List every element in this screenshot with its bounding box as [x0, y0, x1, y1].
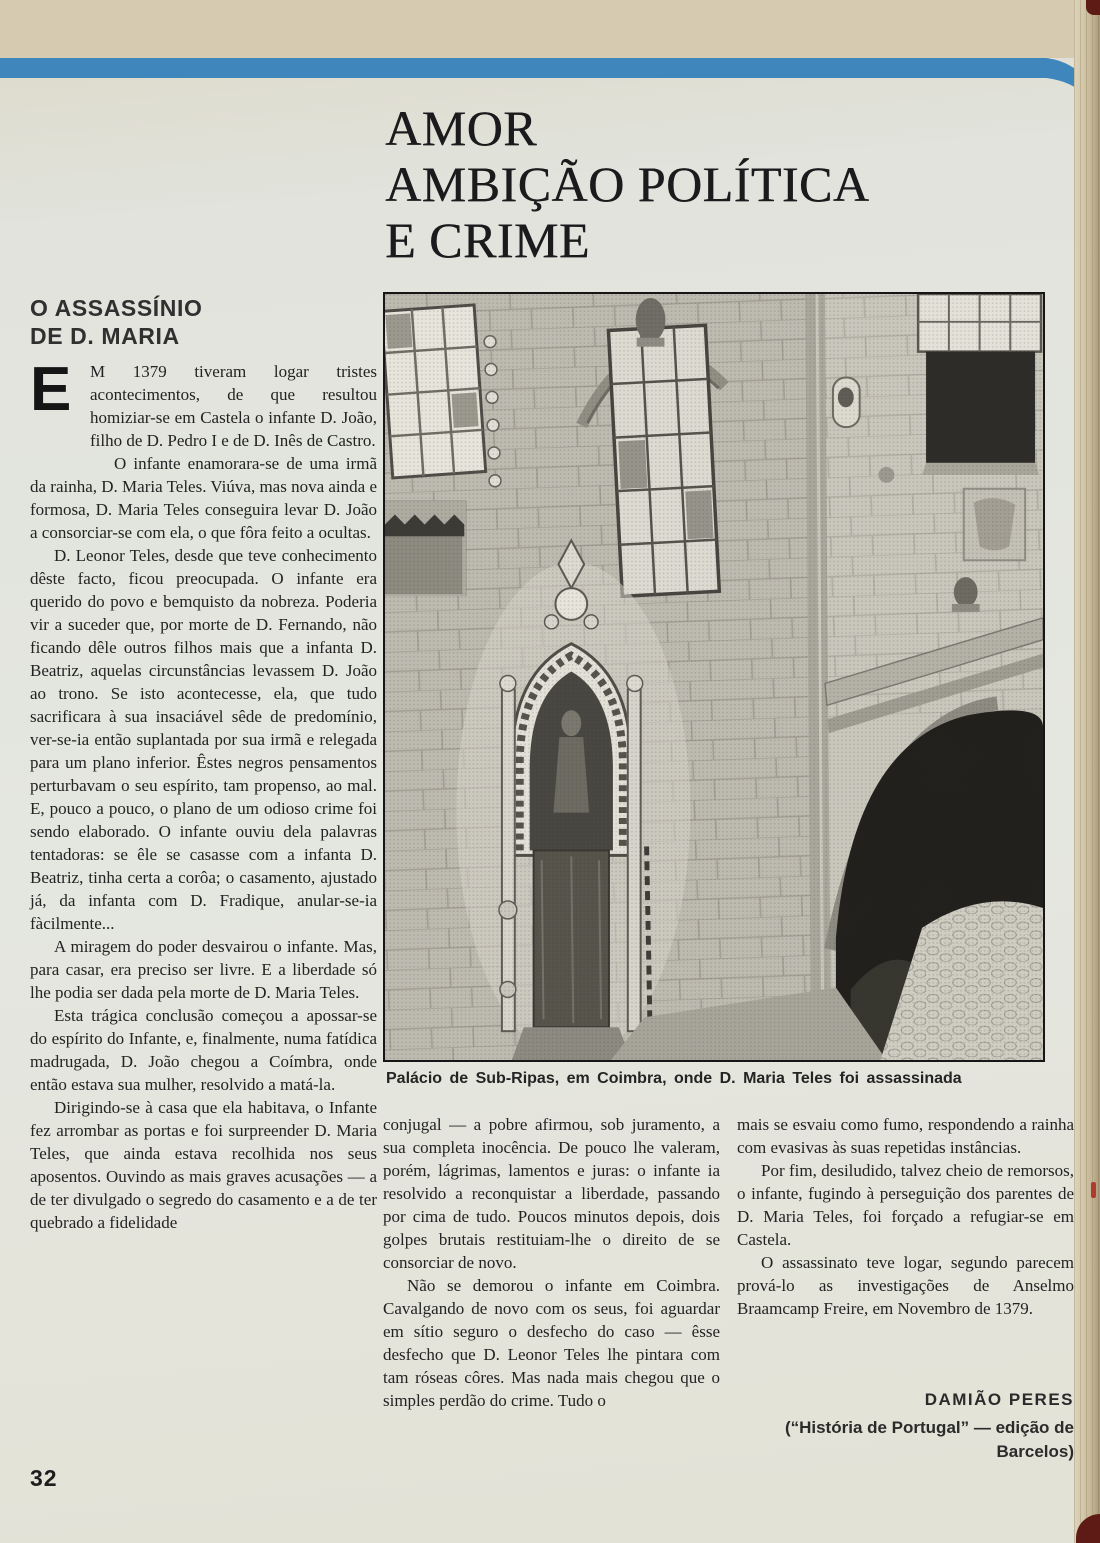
paragraph: D. Leonor Teles, desde que teve conhecimento dêste facto, ficou preocupada. O infante era querido do povo e bemquisto da nobreza. Poderia vir a suceder que, por morte de D. Fernando, não ficando dêle outros filhos mais que a infanta D. Beatriz, aquelas circunstâncias levassem D. João ao trono. Se isto acontecesse, ela, que tudo sacrificara à sua insaciável sêde de predomínio, ver-se-ia então suplantada por sua irmã e relegada para um plano inferior. Êstes negros pensamentos perturbavam o seu espírito, tam propenso, ao mal. E, pouco a pouco, o plano de um odioso crime foi sendo elaborado. O infante ouviu dela palavras tentadoras: se êle se casasse com a infanta D. Beatriz, tinha certa a corôa; o casamento, ajustado já, da infanta com D. Fradique, anular-se-ia fàcilmente... — [30, 546, 377, 933]
section-heading — [30, 294, 203, 350]
palace-photo-illustration — [385, 294, 1043, 1060]
left-text-column — [30, 355, 377, 1234]
paragraph: Esta trágica conclusão começou a apossar-se do espírito do Infante, e, finalmente, numa fatídica madrugada, D. João chegou a Coímbra, onde então estava sua mulher, resolvido a matá-la. — [30, 1006, 377, 1094]
article-title-line3: E CRIME — [385, 212, 590, 268]
paragraph — [30, 355, 377, 452]
attribution-source: (“História de Portugal” — edição de Barcelos) — [784, 1418, 1074, 1461]
paragraph: conjugal — a pobre afirmou, sob juramento, a sua completa inocência. De pouco lhe valeram, porém, lágrimas, lamentos e juras: o infante ia resolvido a reconquistar a liberdade, passando por cima de tudo. Poucos minutos depois, dois golpes brutais restituiam-lhe o direito de se consorciar de novo. — [383, 1115, 720, 1272]
drop-cap: E — [30, 355, 72, 424]
edge-red-mark — [1091, 1182, 1096, 1198]
article-photo — [383, 292, 1045, 1062]
attribution-author: DAMIÃO PERES — [924, 1390, 1074, 1409]
paragraph: A miragem do poder desvairou o infante. Mas, para casar, era preciso ser livre. E a liberdade só lhe podia ser dada pela morte de D. Maria Teles. — [30, 937, 377, 1002]
right-text-column — [737, 1113, 1074, 1320]
paragraph: Por fim, desiludido, talvez cheio de remorsos, o infante, fugindo à perseguição dos parentes de D. Maria Teles, foi forçado a refugiar-se em Castela. — [737, 1161, 1074, 1249]
paragraph: mais se esvaiu como fumo, respondendo a rainha com evasivas às suas repetidas instâncias. — [737, 1115, 1074, 1157]
paragraph: Não se demorou o infante em Coimbra. Cavalgando de novo com os seus, foi aguardar em sítio seguro o desfecho do caso — êsse desfecho que D. Leonor Teles lhe pintara com tam róseas côres. Mas nada mais chegou que o simples perdão do crime. Tudo o — [383, 1276, 720, 1410]
article-title-line2: AMBIÇÃO POLÍTICA — [385, 156, 870, 212]
photo-caption: Palácio de Sub-Ripas, em Coimbra, onde D. Maria Teles foi assassinada — [386, 1070, 962, 1087]
middle-text-column — [383, 1113, 720, 1412]
section-heading-line2: DE D. MARIA — [30, 323, 180, 349]
paragraph: O assassinato teve logar, segundo parecem prová-lo as investigações de Anselmo Braamcamp Freire, em Novembro de 1379. — [737, 1253, 1074, 1318]
section-heading-line1: O ASSASSÍNIO — [30, 295, 203, 321]
article-title-line1: AMOR — [385, 100, 538, 156]
paragraph: Dirigindo-se à casa que ela habitava, o Infante fez arrombar as portas e foi surpreender D. Maria Teles, que ainda estava recolhida nos seus aposentos. Ouvindo as mais graves acusações — a de ter divulgado o segredo do casamento e a de ter quebrado a fidelidade — [30, 1098, 377, 1232]
paragraph-text: M 1379 tiveram logar tristes acontecimentos, de que resultou homiziar-se em Castela o infante D. João, filho de D. Pedro I e de D. Inês de Castro. — [90, 362, 377, 450]
cover-corner-top — [1086, 0, 1100, 15]
attribution-block — [737, 1388, 1074, 1464]
book-binding-edge — [1074, 0, 1100, 1543]
page-number: 32 — [30, 1465, 58, 1491]
paragraph: O infante enamorara-se de uma irmã da rainha, D. Maria Teles. Viúva, mas nova ainda e formosa, D. Maria Teles conseguira levar D. João a consorciar-se com ela, o que fôra feito a ocultas. — [30, 454, 377, 542]
article-title — [385, 100, 1025, 268]
